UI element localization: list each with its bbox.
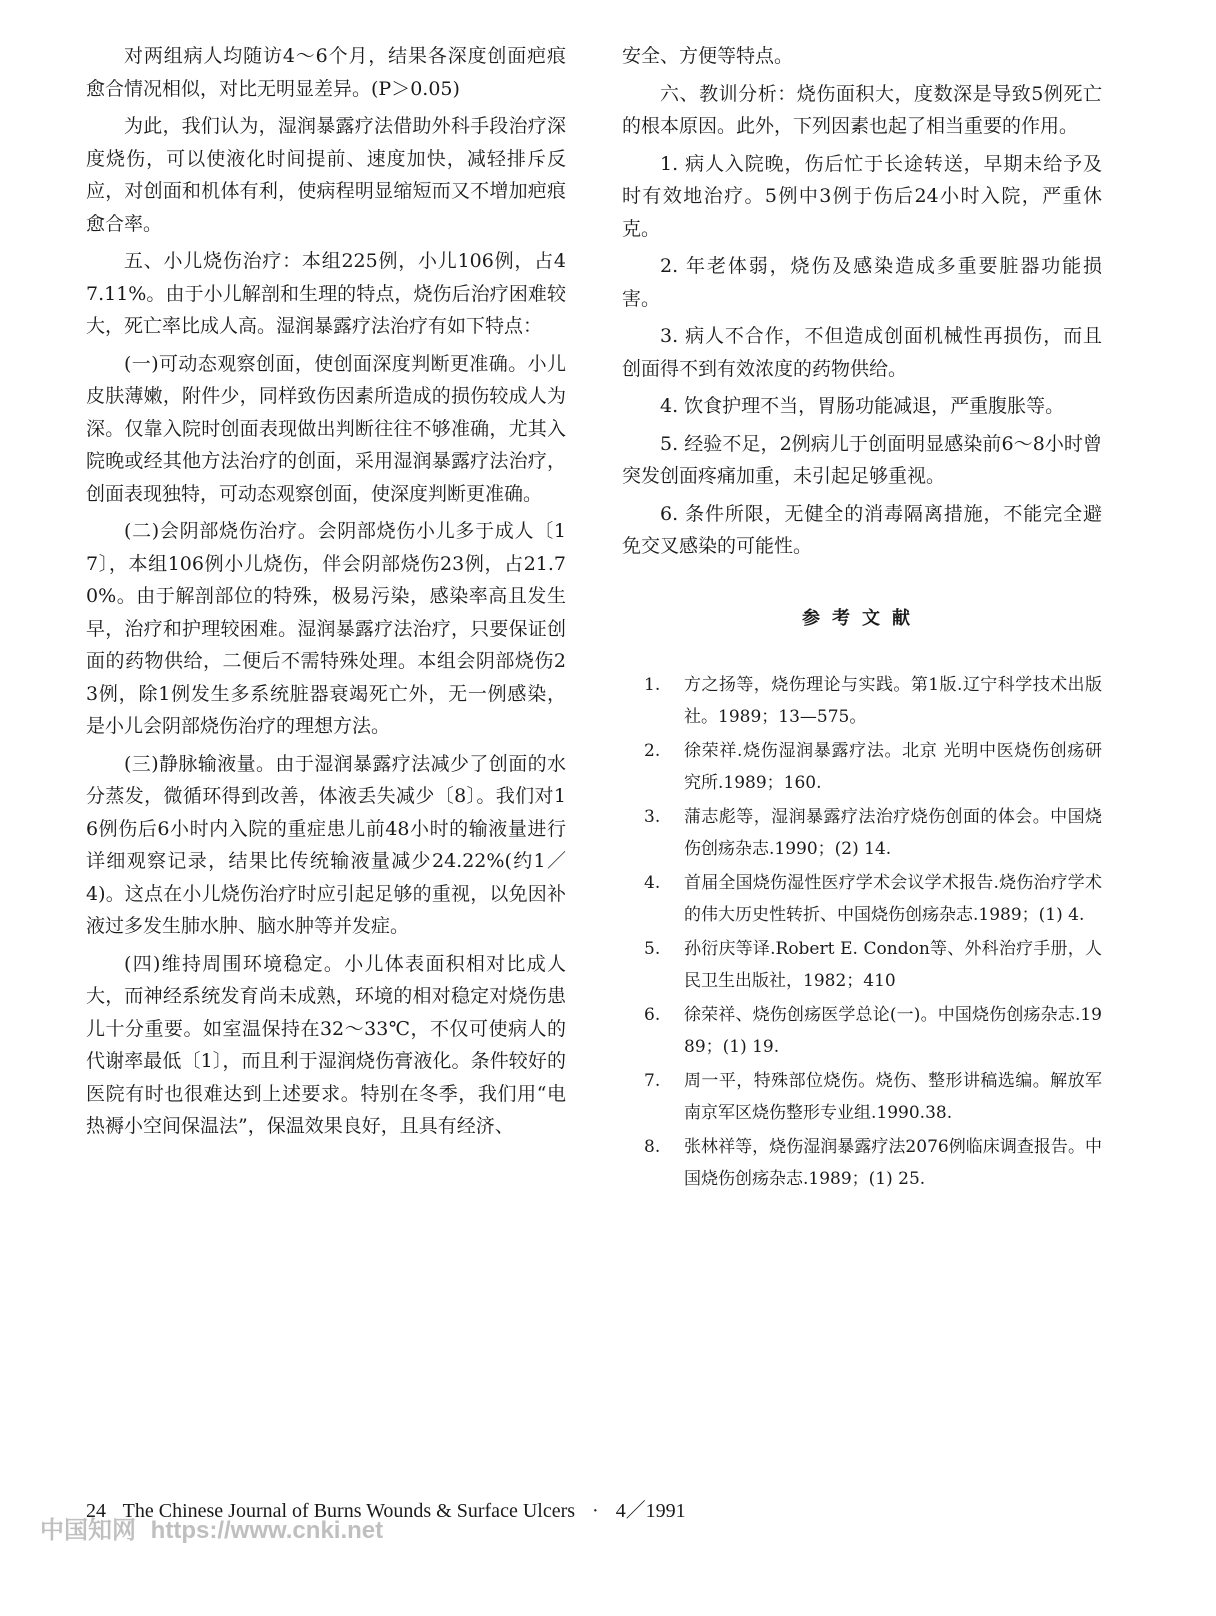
reference-text: 徐荣祥、烧伤创疡医学总论(一)。中国烧伤创疡杂志.1989；(1) 19. bbox=[684, 1004, 1102, 1057]
reference-item bbox=[622, 669, 1102, 733]
body-paragraph: 6. 条件所限，无健全的消毒隔离措施，不能完全避免交叉感染的可能性。 bbox=[622, 502, 1102, 557]
body-paragraph: (二)会阴部烧伤治疗。会阴部烧伤小儿多于成人〔17〕，本组106例小儿烧伤，伴会阴部烧伤23例，占21.70%。由于解剖部位的特殊，极易污染，感染率高且发生早，治疗和护理较困难。湿润暴露疗法治疗，只要保证创面的药物供给，二便后不需特殊处理。本组会阴部烧伤23例，除1例发生多系统脏器衰竭死亡外，无一例感染，是小儿会阴部烧伤治疗的理想方法。 bbox=[86, 520, 566, 737]
body-paragraph: 3. 病人不合作，不但造成创面机械性再损伤，而且创面得不到有效浓度的药物供给。 bbox=[622, 325, 1102, 380]
reference-text: 周一平，特殊部位烧伤。烧伤、整形讲稿选编。解放军南京军区烧伤整形专业组.1990.38. bbox=[684, 1070, 1102, 1123]
watermark-url: https://www.cnki.net bbox=[150, 1517, 384, 1544]
right-paragraphs bbox=[622, 40, 1102, 563]
journal-issue: 4／1991 bbox=[615, 1500, 686, 1522]
journal-name: The Chinese Journal of Burns Wounds & Surface Ulcers bbox=[122, 1500, 576, 1522]
body-paragraph: 为此，我们认为，湿润暴露疗法借助外科手段治疗深度烧伤，可以使液化时间提前、速度加快，减轻排斥反应，对创面和机体有利，使病程明显缩短而又不增加疤痕愈合率。 bbox=[86, 115, 566, 235]
right-column bbox=[622, 40, 1102, 1197]
reference-item bbox=[622, 735, 1102, 799]
body-paragraph: (四)维持周围环境稳定。小儿体表面积相对比成人大，而神经系统发育尚未成熟，环境的相对稳定对烧伤患儿十分重要。如室温保持在32～33℃，不仅可使病人的代谢率最低〔1〕，而且利于湿润烧伤膏液化。条件较好的医院有时也很难达到上述要求。特别在冬季，我们用“电热褥小空间保温法”，保温效果良好，且具有经济、 bbox=[86, 952, 566, 1137]
body-paragraph: 2. 年老体弱，烧伤及感染造成多重要脏器功能损害。 bbox=[622, 255, 1102, 310]
reference-text: 首届全国烧伤湿性医疗学术会议学术报告.烧伤治疗学术的伟大历史性转折、中国烧伤创疡杂志.1989；(1) 4. bbox=[684, 872, 1102, 925]
reference-item bbox=[622, 999, 1102, 1063]
reference-item bbox=[622, 801, 1102, 865]
body-paragraph: 安全、方便等特点。 bbox=[622, 45, 794, 67]
cnki-watermark bbox=[40, 1510, 391, 1545]
reference-text: 徐荣祥.烧伤湿润暴露疗法。北京 光明中医烧伤创疡研究所.1989；160. bbox=[684, 740, 1102, 793]
reference-number: 4. bbox=[644, 872, 661, 893]
reference-list bbox=[622, 669, 1102, 1195]
reference-number: 5. bbox=[644, 938, 661, 959]
body-paragraph: (一)可动态观察创面，使创面深度判断更准确。小儿皮肤薄嫩，附件少，同样致伤因素所造成的损伤较成人为深。仅靠入院时创面表现做出判断往往不够准确，尤其入院晚或经其他方法治疗的创面，采用湿润暴露疗法治疗，创面表现独特，可动态观察创面，使深度判断更准确。 bbox=[86, 352, 566, 505]
reference-text: 方之扬等，烧伤理论与实践。第1版.辽宁科学技术出版社。1989；13—575。 bbox=[684, 674, 1102, 727]
reference-text: 蒲志彪等，湿润暴露疗法治疗烧伤创面的体会。中国烧伤创疡杂志.1990；(2) 14. bbox=[684, 806, 1102, 859]
reference-text: 孙衍庆等译.Robert E. Condon等、外科治疗手册，人民卫生出版社，1982；410 bbox=[684, 938, 1102, 991]
body-paragraph: 5. 经验不足，2例病儿于创面明显感染前6～8小时曾突发创面疼痛加重，未引起足够重视。 bbox=[622, 432, 1102, 487]
references-heading: 参考文献 bbox=[802, 607, 922, 629]
body-paragraph: 1. 病人入院晚，伤后忙于长途转送，早期未给予及时有效地治疗。5例中3例于伤后24小时入院，严重休克。 bbox=[622, 152, 1102, 240]
reference-number: 3. bbox=[644, 806, 661, 827]
reference-number: 1. bbox=[644, 674, 661, 695]
body-paragraph: 4. 饮食护理不当，胃肠功能减退，严重腹胀等。 bbox=[660, 395, 1065, 417]
reference-item bbox=[622, 1131, 1102, 1195]
reference-item bbox=[622, 867, 1102, 931]
reference-number: 2. bbox=[644, 740, 661, 761]
reference-number: 7. bbox=[644, 1070, 661, 1091]
reference-text: 张林祥等，烧伤湿润暴露疗法2076例临床调查报告。中国烧伤创疡杂志.1989；(1) 25. bbox=[684, 1136, 1102, 1189]
watermark-site-name: 中国知网 bbox=[40, 1517, 136, 1544]
left-column bbox=[86, 40, 566, 1148]
footer-separator: · bbox=[592, 1500, 599, 1522]
body-paragraph: 五、小儿烧伤治疗：本组225例，小儿106例，占47.11%。由于小儿解剖和生理的特点，烧伤后治疗困难较大，死亡率比成人高。湿润暴露疗法治疗有如下特点： bbox=[86, 250, 566, 337]
body-paragraph: (三)静脉输液量。由于湿润暴露疗法减少了创面的水分蒸发，微循环得到改善，体液丢失减少〔8〕。我们对16例伤后6小时内入院的重症患儿前48小时的输液量进行详细观察记录，结果比传统输液量减少24.22%(约1／4)。这点在小儿烧伤治疗时应引起足够的重视，以免因补液过多发生肺水肿、脑水肿等并发症。 bbox=[86, 752, 566, 937]
body-paragraph: 六、教训分析：烧伤面积大，度数深是导致5例死亡的根本原因。此外，下列因素也起了相当重要的作用。 bbox=[622, 82, 1102, 137]
reference-number: 8. bbox=[644, 1136, 661, 1157]
reference-number: 6. bbox=[644, 1004, 661, 1025]
body-paragraph: 对两组病人均随访4～6个月，结果各深度创面疤痕愈合情况相似，对比无明显差异。(P＞0.05) bbox=[86, 45, 566, 100]
reference-item bbox=[622, 1065, 1102, 1129]
reference-item bbox=[622, 933, 1102, 997]
page-number: 24 bbox=[86, 1500, 106, 1522]
